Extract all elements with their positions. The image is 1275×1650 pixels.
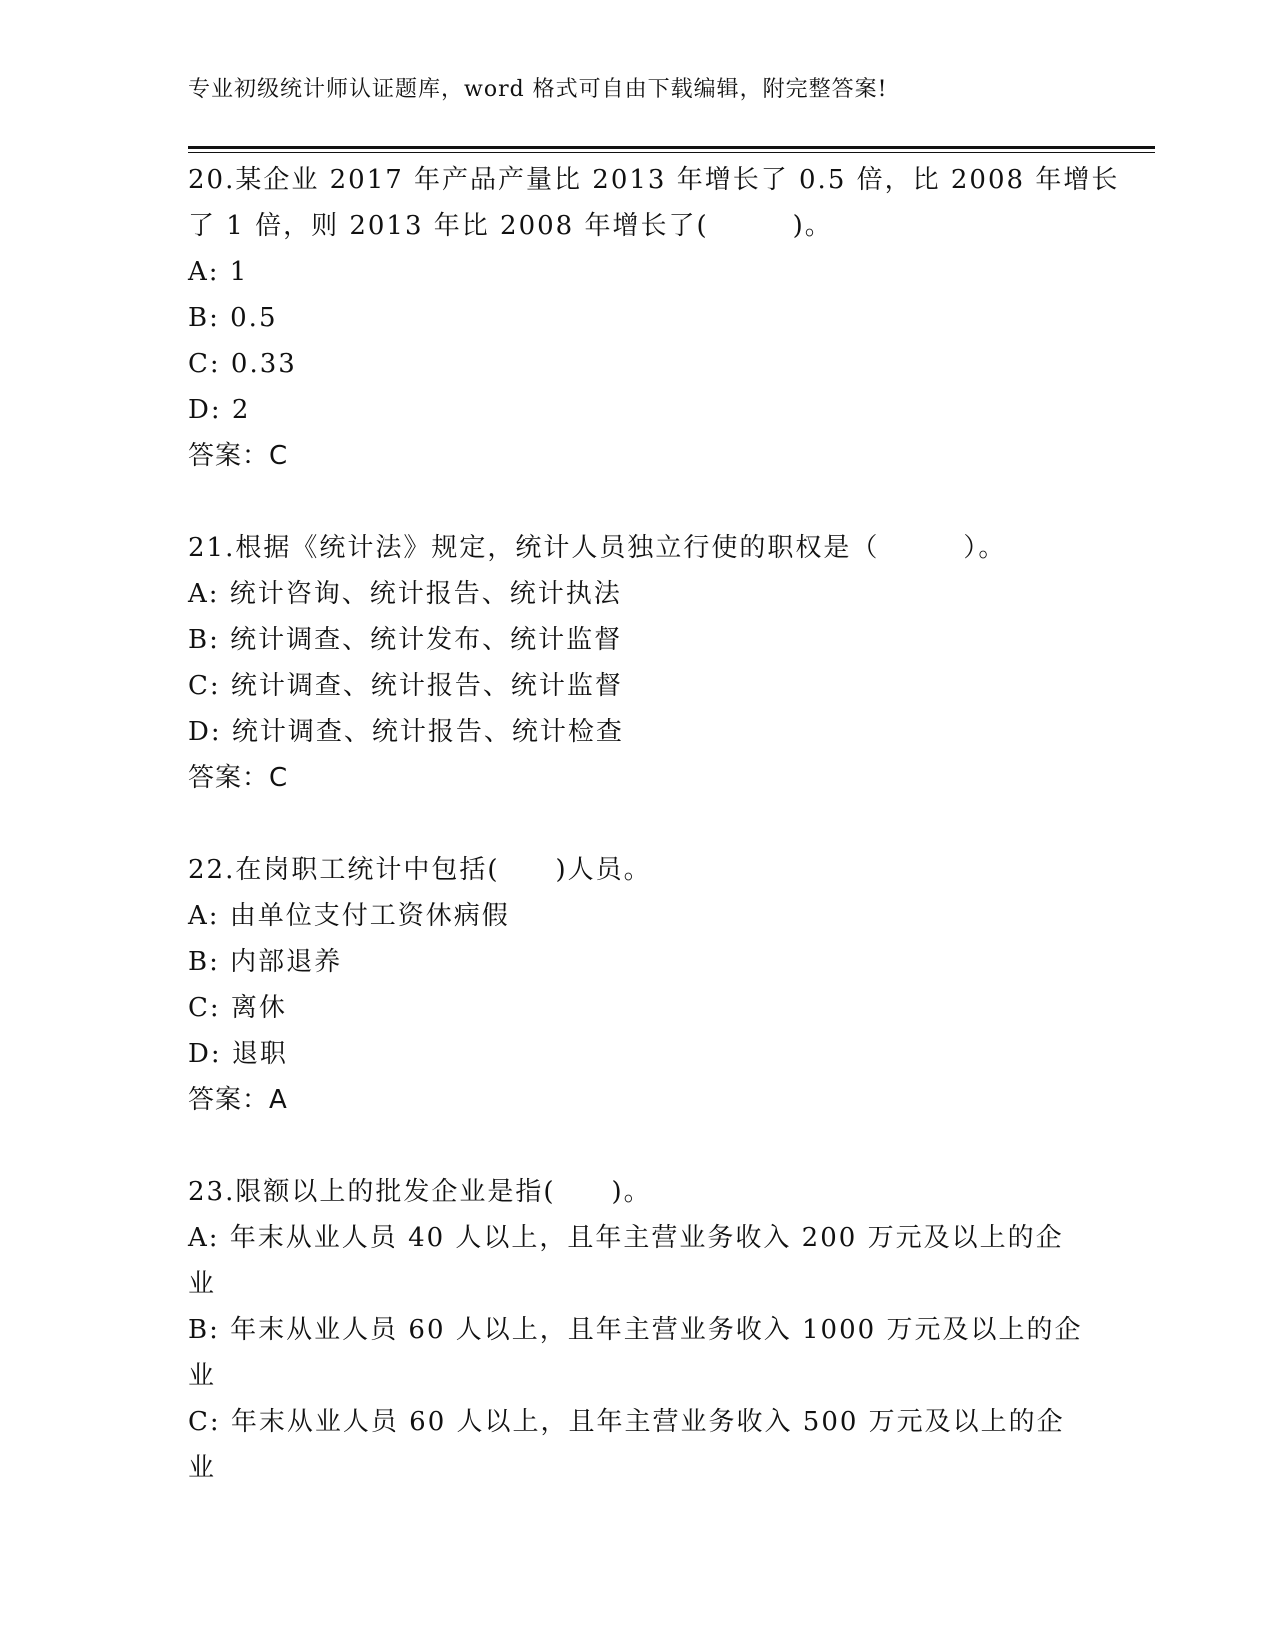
answer-line: 答案：A: [188, 1085, 288, 1115]
option-c: C: 0.33: [188, 349, 297, 379]
option-b-continued: 业: [188, 1361, 217, 1391]
option-d: D: 2: [188, 395, 251, 425]
option-d: D: 退职: [188, 1039, 288, 1069]
option-c: C: 年末从业人员 60 人以上，且年主营业务收入 500 万元及以上的企: [188, 1407, 1065, 1437]
option-c: C: 统计调查、统计报告、统计监督: [188, 671, 623, 701]
option-c: C: 离休: [188, 993, 287, 1023]
question-20: [188, 157, 1120, 479]
question-stem-line: 22.在岗职工统计中包括( )人员。: [188, 855, 652, 885]
question-stem-line: 23.限额以上的批发企业是指( )。: [188, 1177, 652, 1207]
option-b: B: 内部退养: [188, 947, 343, 977]
option-b: B: 0.5: [188, 303, 278, 333]
header-rule-thick: [188, 146, 1155, 149]
question-list: [188, 157, 1120, 1537]
answer-line: 答案：C: [188, 441, 289, 471]
option-d: D: 统计调查、统计报告、统计检查: [188, 717, 624, 747]
option-a: A: 1: [188, 257, 249, 287]
option-b: B: 统计调查、统计发布、统计监督: [188, 625, 623, 655]
option-a-continued: 业: [188, 1269, 217, 1299]
question-stem-line: 21.根据《统计法》规定，统计人员独立行使的职权是（ ）。: [188, 533, 1007, 563]
question-21: [188, 525, 1088, 801]
question-22: [188, 847, 1088, 1123]
option-c-continued: 业: [188, 1453, 217, 1483]
option-a: A: 年末从业人员 40 人以上，且年主营业务收入 200 万元及以上的企: [188, 1223, 1064, 1253]
answer-line: 答案：C: [188, 763, 289, 793]
option-b: B: 年末从业人员 60 人以上，且年主营业务收入 1000 万元及以上的企: [188, 1315, 1083, 1345]
option-a: A: 由单位支付工资休病假: [188, 901, 510, 931]
question-stem-line: 20.某企业 2017 年产品产量比 2013 年增长了 0.5 倍，比 2008 年增长: [188, 165, 1120, 195]
header-rule-thin: [188, 152, 1155, 153]
option-a: A: 统计咨询、统计报告、统计执法: [188, 579, 622, 609]
question-stem-line: 了 1 倍，则 2013 年比 2008 年增长了( )。: [188, 211, 833, 241]
page-header: 专业初级统计师认证题库，word 格式可自由下载编辑，附完整答案!: [188, 77, 888, 102]
question-23: [188, 1169, 1088, 1491]
